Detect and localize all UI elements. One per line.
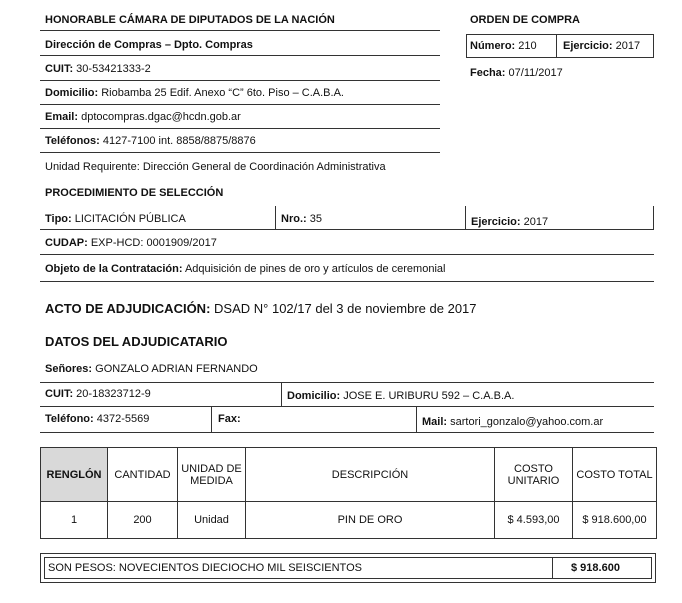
awardee-address-label: Domicilio: <box>287 390 341 402</box>
department: Dirección de Compras – Dpto. Compras <box>45 39 253 51</box>
divider <box>40 254 654 255</box>
address-value: Riobamba 25 Edif. Anexo “C” 6to. Piso – C.A.B.A. <box>101 87 344 99</box>
order-year <box>563 40 640 52</box>
cuit-label: CUIT: <box>45 63 74 75</box>
awardee-mail-label: Mail: <box>422 416 448 428</box>
procedure-year-label: Ejercicio: <box>471 216 521 228</box>
awardee-phone-label: Teléfono: <box>45 413 94 425</box>
awardee-name <box>45 363 258 375</box>
phones-label: Teléfonos: <box>45 135 100 147</box>
divider <box>40 432 654 433</box>
requesting-unit <box>45 161 386 173</box>
procedure-title: PROCEDIMIENTO DE SELECCIÓN <box>45 187 224 199</box>
divider <box>40 30 440 31</box>
divider <box>40 382 654 383</box>
awardee-cuit-value: 20-18323712-9 <box>76 388 151 400</box>
awardee-mail-value: sartori_gonzalo@yahoo.com.ar <box>450 416 604 428</box>
order-date-label: Fecha: <box>470 67 506 79</box>
column-header: CANTIDAD <box>108 448 178 502</box>
divider <box>556 34 557 58</box>
procedure-type-value: LICITACIÓN PÚBLICA <box>74 213 186 225</box>
procedure-year-value: 2017 <box>523 216 549 228</box>
procedure-type-label: Tipo: <box>45 213 72 225</box>
cudap <box>45 237 217 249</box>
divider <box>211 406 212 432</box>
column-header: COSTO UNITARIO <box>495 448 573 502</box>
procedure-type <box>45 213 186 225</box>
procedure-year <box>471 216 548 228</box>
contract-object <box>45 263 445 275</box>
awardee-fax <box>218 413 241 425</box>
order-year-label: Ejercicio: <box>563 40 613 52</box>
divider <box>40 55 440 56</box>
items-table <box>40 447 657 539</box>
institution-phones <box>45 135 256 147</box>
divider <box>40 406 654 407</box>
divider <box>552 557 553 579</box>
awardee-phone <box>45 413 149 425</box>
divider <box>40 104 440 105</box>
divider <box>40 152 440 153</box>
table-header-row <box>41 448 657 502</box>
order-number-value: 210 <box>518 40 537 52</box>
table-cell: $ 918.600,00 <box>573 502 657 539</box>
cudap-value: EXP-HCD: 0001909/2017 <box>90 237 217 249</box>
table-cell: 1 <box>41 502 108 539</box>
awardee-address <box>287 390 514 402</box>
awardee-phone-value: 4372-5569 <box>96 413 150 425</box>
table-row <box>41 502 657 539</box>
divider <box>281 382 282 406</box>
table-cell: 200 <box>108 502 178 539</box>
order-number <box>470 40 537 52</box>
awardee-name-value: GONZALO ADRIAN FERNANDO <box>95 363 258 375</box>
awardee-fax-label: Fax: <box>218 413 241 425</box>
awardee-cuit-label: CUIT: <box>45 388 74 400</box>
cudap-label: CUDAP: <box>45 237 88 249</box>
divider <box>40 281 654 282</box>
column-header: COSTO TOTAL <box>573 448 657 502</box>
divider <box>465 206 466 230</box>
divider <box>40 80 440 81</box>
institution-email <box>45 111 241 123</box>
institution-name: HONORABLE CÁMARA DE DIPUTADOS DE LA NACIÓN <box>45 14 335 26</box>
institution-cuit <box>45 63 151 75</box>
award-value: DSAD N° 102/17 del 3 de noviembre de 2017 <box>214 301 477 316</box>
awardee-mail <box>422 416 603 428</box>
procedure-number <box>281 213 322 225</box>
awardee-title: DATOS DEL ADJUDICATARIO <box>45 334 228 349</box>
awardee-cuit <box>45 388 151 400</box>
column-header: UNIDAD DE MEDIDA <box>178 448 246 502</box>
order-date <box>470 67 563 79</box>
object-label: Objeto de la Contratación: <box>45 263 183 275</box>
email-label: Email: <box>45 111 79 123</box>
total-amount: $ 918.600 <box>571 562 620 574</box>
awardee-address-value: JOSE E. URIBURU 592 – C.A.B.A. <box>343 390 515 402</box>
awardee-name-label: Señores: <box>45 363 93 375</box>
total-in-words: SON PESOS: NOVECIENTOS DIECIOCHO MIL SEISCIENTOS <box>48 562 362 574</box>
order-date-value: 07/11/2017 <box>508 67 563 79</box>
address-label: Domicilio: <box>45 87 99 99</box>
procedure-nro-value: 35 <box>309 213 322 225</box>
object-value: Adquisición de pines de oro y artículos de ceremonial <box>184 263 446 275</box>
table-cell: Unidad <box>178 502 246 539</box>
divider <box>275 206 276 230</box>
award-label: ACTO DE ADJUDICACIÓN: <box>45 301 211 316</box>
divider <box>40 128 440 129</box>
table-cell: $ 4.593,00 <box>495 502 573 539</box>
award-act <box>45 301 477 316</box>
divider <box>416 406 417 432</box>
order-number-label: Número: <box>470 40 516 52</box>
order-year-value: 2017 <box>615 40 641 52</box>
order-title: ORDEN DE COMPRA <box>470 14 581 26</box>
unit-value: Dirección General de Coordinación Administrativa <box>142 161 386 173</box>
cuit-value: 30-53421333-2 <box>76 63 151 75</box>
unit-label: Unidad Requirente: <box>45 161 140 173</box>
email-value: dptocompras.dgac@hcdn.gob.ar <box>81 111 241 123</box>
phones-value: 4127-7100 int. 8858/8875/8876 <box>102 135 256 147</box>
institution-address <box>45 87 344 99</box>
column-header: RENGLÓN <box>41 448 108 502</box>
column-header: DESCRIPCIÓN <box>246 448 495 502</box>
procedure-nro-label: Nro.: <box>281 213 307 225</box>
table-cell: PIN DE ORO <box>246 502 495 539</box>
